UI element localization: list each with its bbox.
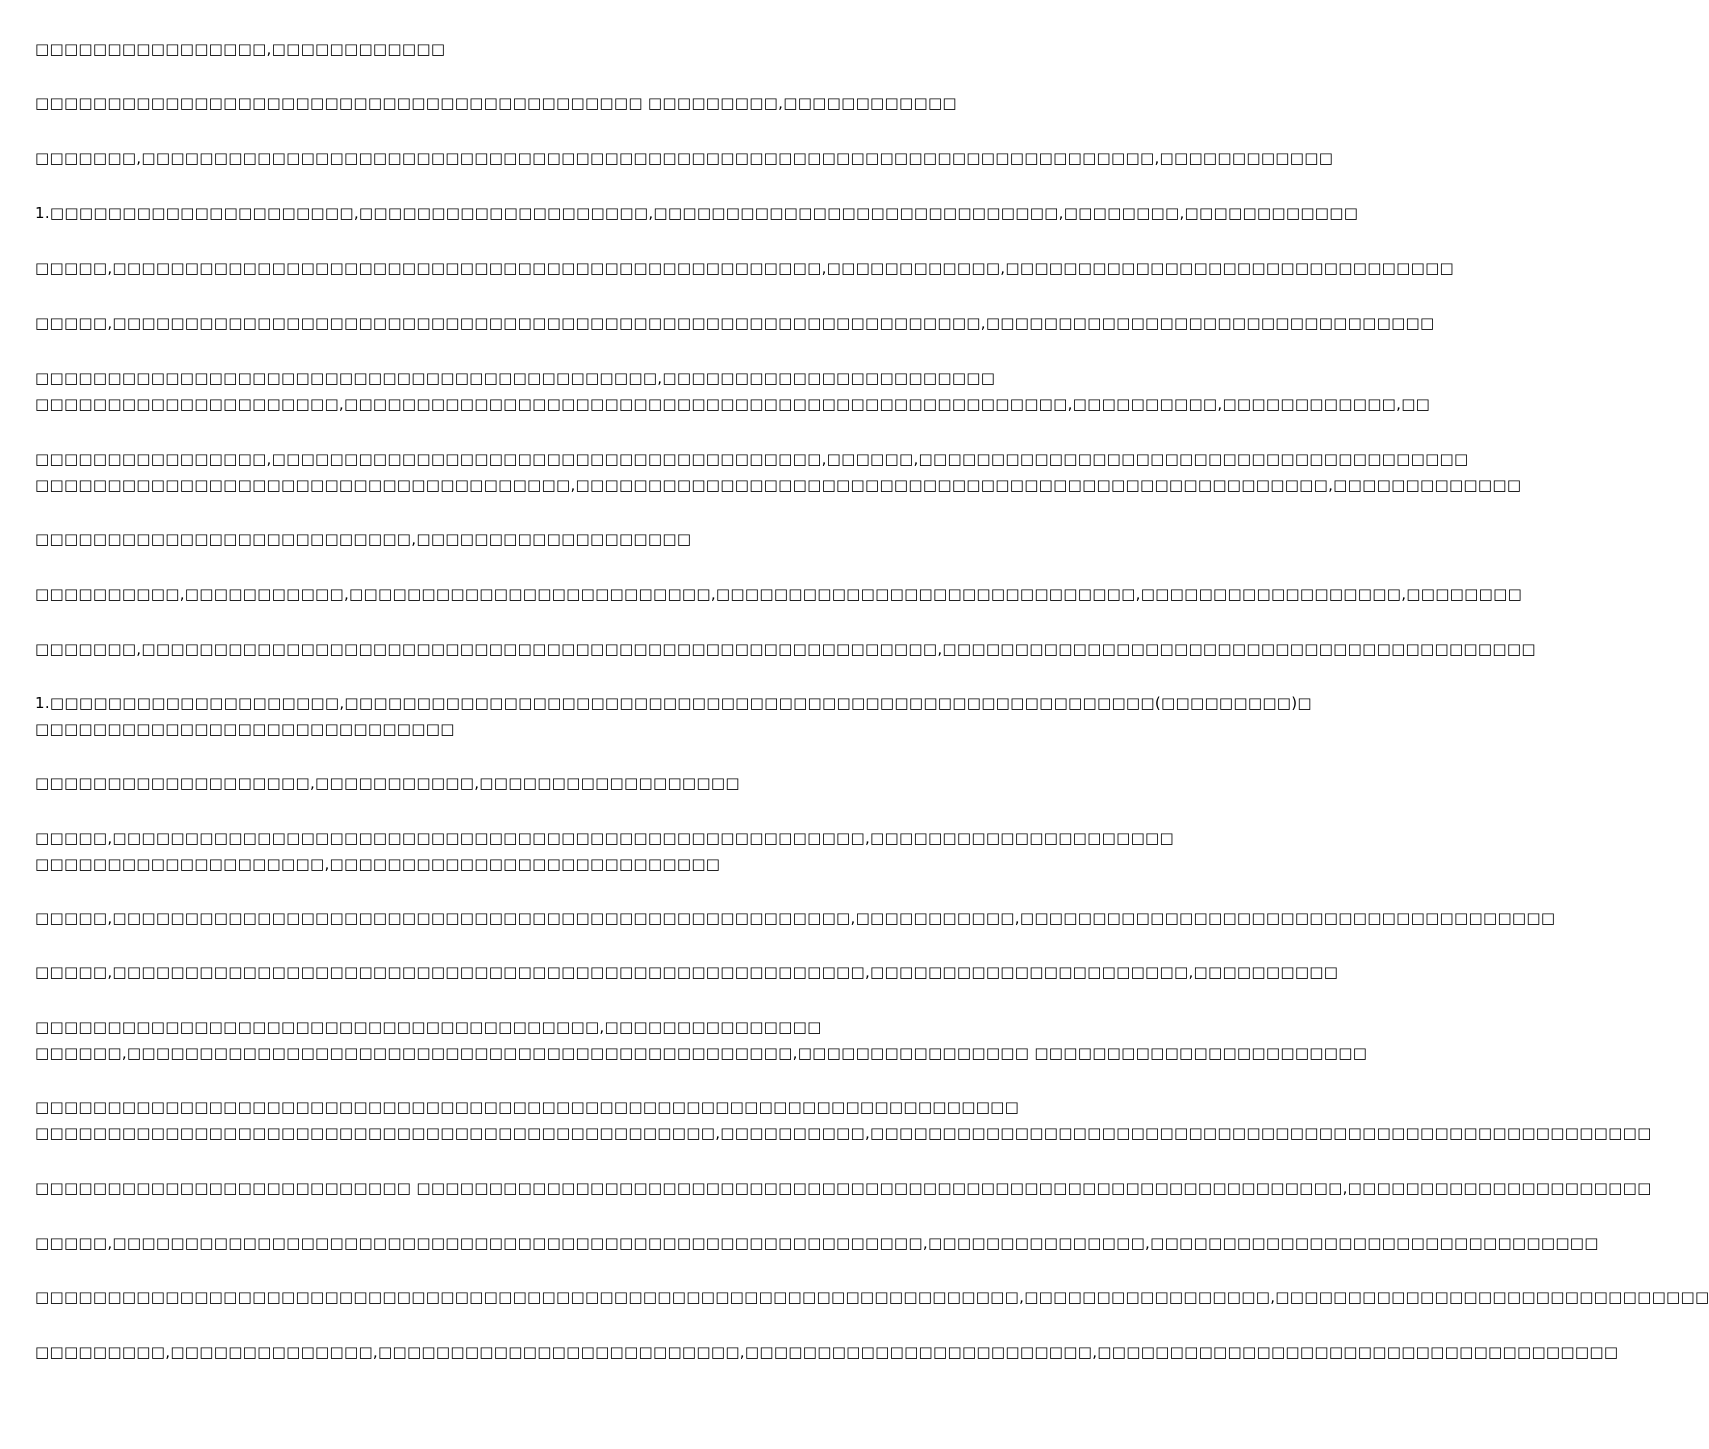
paragraph [35, 530, 990, 556]
text-line: □□□□□□□□□□□□□□□□□□□□□,□□□□□□□□□□□□□□□□□□□□□□□□□□□□□□□□□□□□□□□□□□□□□□□□□□,□□□□□□□□□□,□□□□□□□□□□□□,□□ [35, 395, 1431, 413]
paragraph [35, 259, 1455, 285]
text-line: □□□□□□□□□□□□□□□□□□□□□□□□□□□□□□□□□□□□□□□,□□□□□□□□□□□□□□□ [35, 1018, 822, 1036]
text-line: □□□□□□□□□□□□□□□□□□□□□□□□□□□□□□□□□□□□□□□□□□□□□□□□□□□□□□□□□□□□□□□□□□□□ [35, 1098, 1020, 1116]
text-line: 1.□□□□□□□□□□□□□□□□□□□□□,□□□□□□□□□□□□□□□□□□□□,□□□□□□□□□□□□□□□□□□□□□□□□□□□□,□□□□□□□□,□□□□□□□□□□□□ [35, 204, 1359, 222]
text-line: □□□□□□□□□□□□□□□□□□□□□□□□□□□□□□□□□□□□□□□□□□□□□□□,□□□□□□□□□□,□□□□□□□□□□□□□□□□□□□□□□□□□□□□□□□□□□□□□□□□□□□□□□□□□□□□□□ [35, 1124, 1652, 1142]
paragraph [35, 369, 1431, 421]
text-line: □□□□□□□□□□□□□□□□□□□□□□□□□□□□□□□□□□□□□,□□□□□□□□□□□□□□□□□□□□□□□□□□□□□□□□□□□□□□□□□□□□□□□□□□□□,□□□□□□□□□□□□□ [35, 476, 1522, 494]
text-line: □□□□□□□□□□□□□□□□,□□□□□□□□□□□□ [35, 40, 446, 58]
paragraph [35, 450, 1522, 502]
text-line: □□□□□□□□□□□□□□□□□□□□□□□□□□□□□ [35, 720, 455, 738]
text-line: □□□□□,□□□□□□□□□□□□□□□□□□□□□□□□□□□□□□□□□□□□□□□□□□□□□□□□□□□,□□□□□□□□□□□,□□□□□□□□□□□□□□□□□□□□□□□□□□□□□□□□□□□□□ [35, 909, 1556, 927]
text-line: □□□□□□□,□□□□□□□□□□□□□□□□□□□□□□□□□□□□□□□□□□□□□□□□□□□□□□□□□□□□□□□□□□□□□□□□□□□□□□,□□□□□□□□□□□□ [35, 149, 1334, 167]
text-line: □□□□□,□□□□□□□□□□□□□□□□□□□□□□□□□□□□□□□□□□□□□□□□□□□□□□□□□,□□□□□□□□□□□□,□□□□□□□□□□□□□□□□□□□□□□□□□□□□□□□ [35, 259, 1455, 277]
text-line: □□□□□,□□□□□□□□□□□□□□□□□□□□□□□□□□□□□□□□□□□□□□□□□□□□□□□□□□□□□□□□□□□□,□□□□□□□□□□□□□□□□□□□□□□□□□□□□□□□ [35, 314, 1435, 332]
paragraph [35, 1018, 1368, 1070]
text-line: □□□□□□□□□□□□□□□□□□□,□□□□□□□□□□□,□□□□□□□□□□□□□□□□□□ [35, 774, 740, 792]
paragraph [35, 314, 1435, 340]
text-line: □□□□□□□□□,□□□□□□□□□□□□□□,□□□□□□□□□□□□□□□□□□□□□□□□□,□□□□□□□□□□□□□□□□□□□□□□□□,□□□□□□□□□□□□□□□□□□□□□□□□□□□□□□□□□□□□ [35, 1343, 1619, 1361]
text-line: □□□□□,□□□□□□□□□□□□□□□□□□□□□□□□□□□□□□□□□□□□□□□□□□□□□□□□□□□□,□□□□□□□□□□□□□□□□□□□□□ [35, 829, 1174, 847]
paragraph [35, 640, 1536, 666]
paragraph [35, 829, 1174, 881]
text-line: □□□□□□□□□□□□□□□□□□□□□□□□□□,□□□□□□□□□□□□□□□□□□□ [35, 530, 692, 548]
text-line: □□□□□□□□□□□□□□□□,□□□□□□□□□□□□□□□□□□□□□□□□□□□□□□□□□□□□□□,□□□□□□,□□□□□□□□□□□□□□□□□□□□□□□□□□□□□□□□□□□□□□ [35, 450, 1469, 468]
paragraph [35, 1179, 1652, 1205]
text-line: □□□□□□□□□□,□□□□□□□□□□□,□□□□□□□□□□□□□□□□□□□□□□□□□,□□□□□□□□□□□□□□□□□□□□□□□□□□□□□,□□□□□□□□□□□□□□□□□□,□□□□□□□□ [35, 585, 1523, 603]
paragraph [35, 94, 990, 120]
paragraph [35, 40, 990, 66]
text-line: 1.□□□□□□□□□□□□□□□□□□□□,□□□□□□□□□□□□□□□□□□□□□□□□□□□□□□□□□□□□□□□□□□□□□□□□□□□□□□□□(□□□□□□□□□)□ [35, 694, 1312, 712]
paragraph [35, 1343, 1619, 1369]
text-line: □□□□□□,□□□□□□□□□□□□□□□□□□□□□□□□□□□□□□□□□□□□□□□□□□□□□□,□□□□□□□□□□□□□□□□ □□□□□□□□□□□□□□□□□□□□□□□ [35, 1044, 1368, 1062]
text-line: □□□□□□□□□□□□□□□□□□□□□□□□□□□□□□□□□□□□□□□□□□□□□□□□□□□□□□□□□□□□□□□□□□□□,□□□□□□□□□□□□□□□□□,□□□□□□□□□□□□□□□□□□□□□□□□□□□□□□ [35, 1288, 1709, 1306]
paragraph [35, 909, 1556, 935]
paragraph [35, 1098, 1652, 1150]
text-line: □□□□□,□□□□□□□□□□□□□□□□□□□□□□□□□□□□□□□□□□□□□□□□□□□□□□□□□□□□□□□□,□□□□□□□□□□□□□□□,□□□□□□□□□□□□□□□□□□□□□□□□□□□□□□□ [35, 1234, 1599, 1252]
paragraph [35, 774, 990, 800]
paragraph [35, 149, 1334, 175]
text-line: □□□□□□□□□□□□□□□□□□□□,□□□□□□□□□□□□□□□□□□□□□□□□□□□ [35, 855, 721, 873]
paragraph [35, 694, 1312, 746]
text-line: □□□□□□□□□□□□□□□□□□□□□□□□□□□□□□□□□□□□□□□□□□ □□□□□□□□□,□□□□□□□□□□□□ [35, 94, 957, 112]
paragraph [35, 1288, 1709, 1314]
text-line: □□□□□□□□□□□□□□□□□□□□□□□□□□ □□□□□□□□□□□□□□□□□□□□□□□□□□□□□□□□□□□□□□□□□□□□□□□□□□□□□□□□□□□□□□□□,□□□□□□□□□□□□□□□□□□□□□ [35, 1179, 1652, 1197]
text-line: □□□□□□□,□□□□□□□□□□□□□□□□□□□□□□□□□□□□□□□□□□□□□□□□□□□□□□□□□□□□□□□,□□□□□□□□□□□□□□□□□□□□□□□□□□□□□□□□□□□□□□□□□ [35, 640, 1536, 658]
paragraph [35, 963, 1339, 989]
paragraph [35, 204, 1359, 230]
paragraph [35, 1234, 1599, 1260]
text-line: □□□□□,□□□□□□□□□□□□□□□□□□□□□□□□□□□□□□□□□□□□□□□□□□□□□□□□□□□□,□□□□□□□□□□□□□□□□□□□□□□,□□□□□□□□□□ [35, 963, 1339, 981]
text-line: □□□□□□□□□□□□□□□□□□□□□□□□□□□□□□□□□□□□□□□□□□□,□□□□□□□□□□□□□□□□□□□□□□□ [35, 369, 996, 387]
paragraph [35, 585, 1523, 611]
